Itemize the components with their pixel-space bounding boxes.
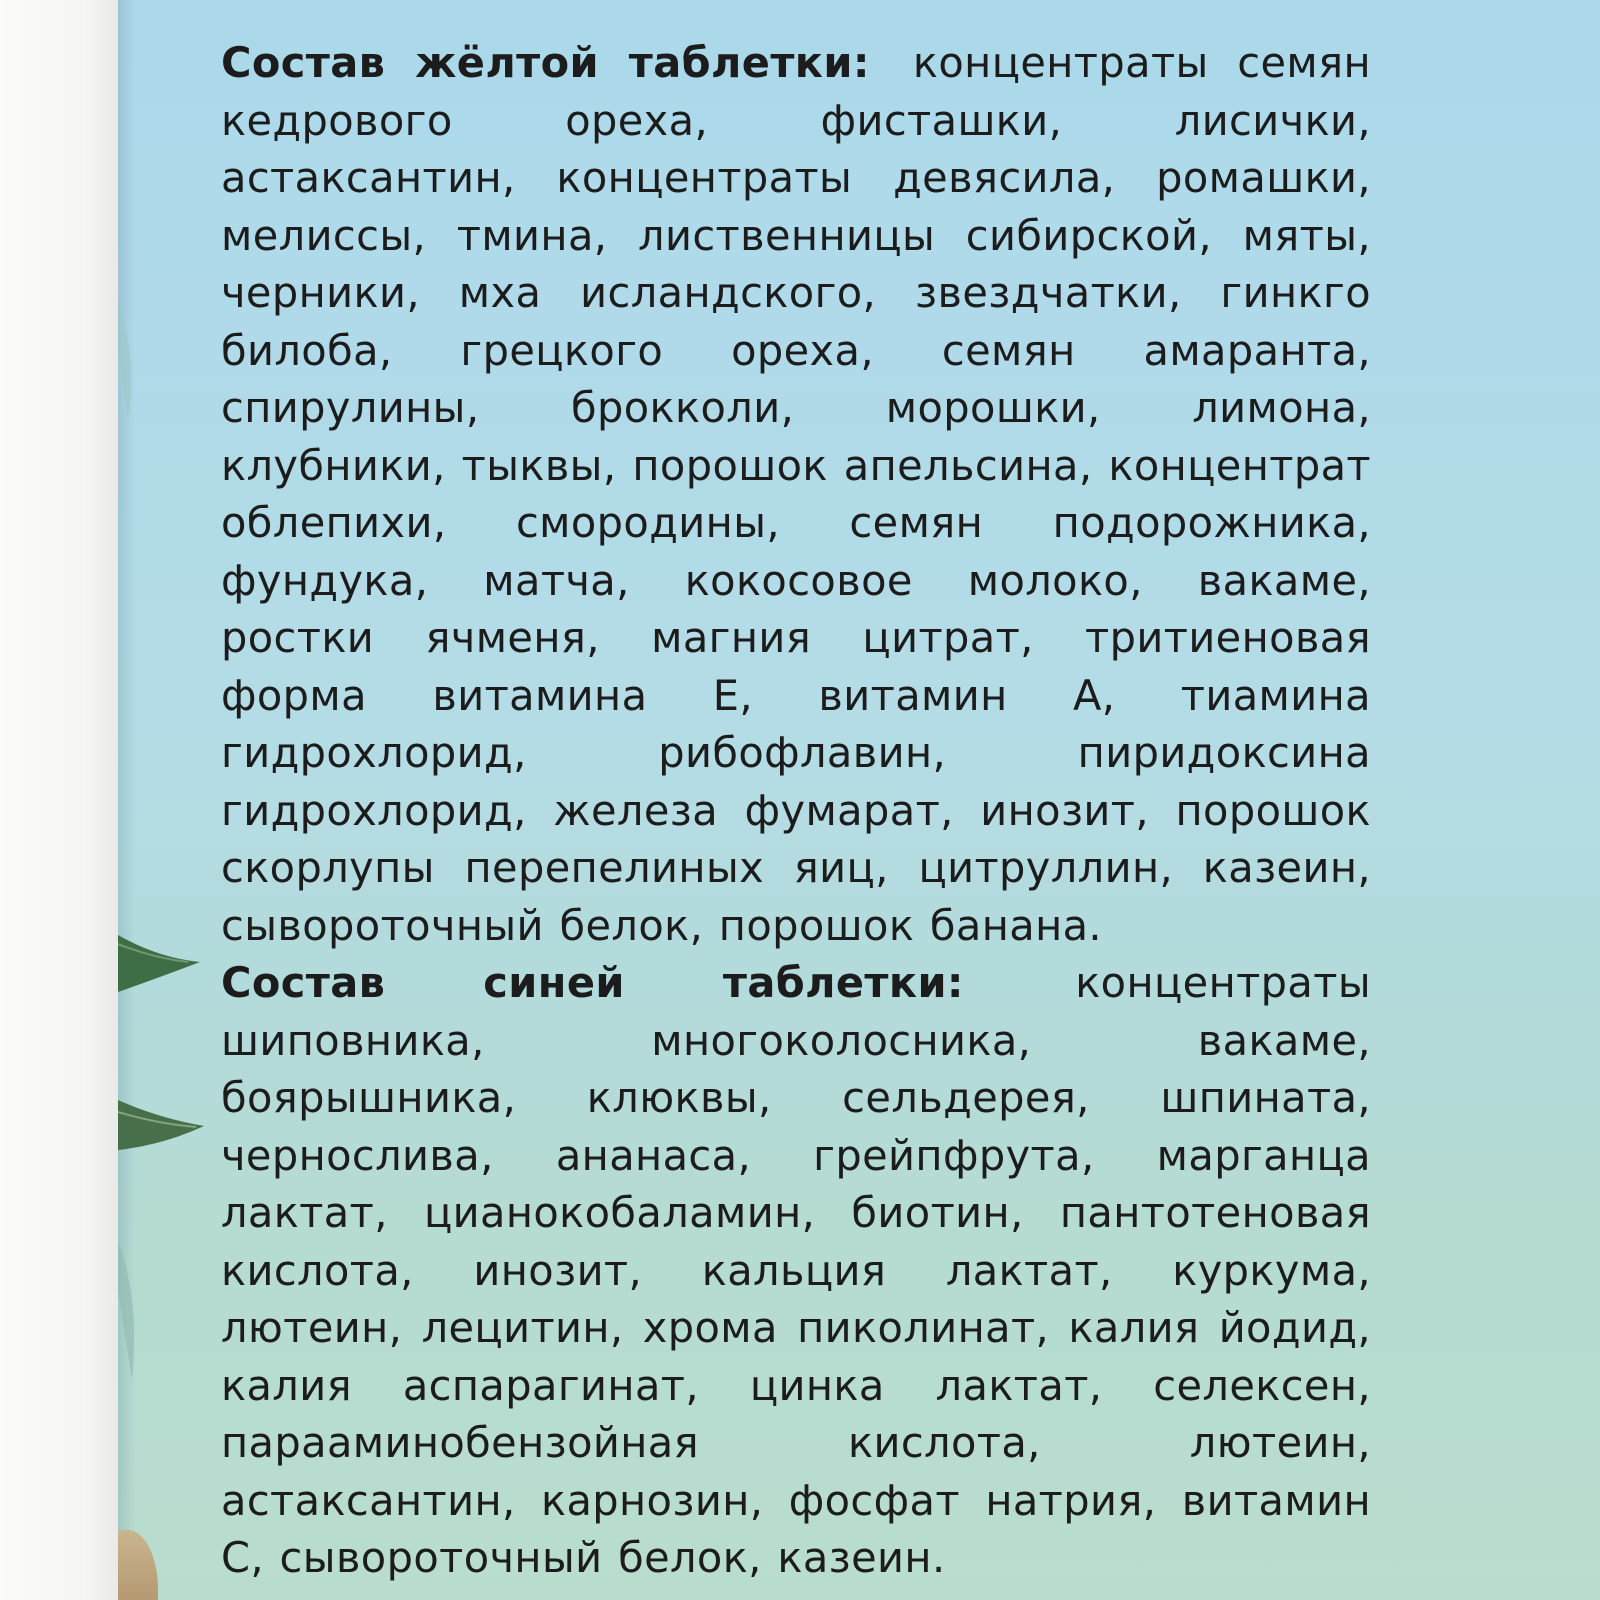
blue-tablet-paragraph xyxy=(221,954,1371,1587)
yellow-tablet-heading: Состав жёлтой таблетки: xyxy=(221,38,870,87)
yellow-tablet-ingredients: концентраты семян кедрового ореха, фисташки, лисички, астаксантин, концентраты девясила, ромашки, мелиссы, тмина, лиственницы сибирской, мяты, черники, мха исландского, звездчатки, гинкго билоба, грецкого ореха, семян амаранта, спирулины, брокколи, морошки, лимона, клубники, тыквы, порошок апельсина, концентрат облепихи, смородины, семян подорожника, фундука, матча, кокосовое молоко, вакаме, ростки ячменя, магния цитрат, тритиеновая форма витамина Е, витамин А, тиамина гидрохлорид, рибофлавин, пиридоксина гидрохлорид, железа фумарат, инозит, порошок скорлупы перепелиных яиц, цитруллин, казеин, сывороточный белок, порошок банана. xyxy=(221,38,1371,950)
package-edge xyxy=(118,0,136,1600)
blue-tablet-heading: Состав синей таблетки: xyxy=(221,958,964,1007)
blue-tablet-ingredients: концентраты шиповника, многоколосника, вакаме, боярышника, клюквы, сельдерея, шпината, чернослива, ананаса, грейпфрута, марганца лактат, цианокобаламин, биотин, пантотеновая кислота, инозит, кальция лактат, куркума, лютеин, лецитин, хрома пиколинат, калия йодид, калия аспарагинат, цинка лактат, селексен, парааминобензойная кислота, лютеин, астаксантин, карнозин, фосфат натрия, витамин С, сывороточный белок, казеин. xyxy=(221,958,1371,1582)
background-surface xyxy=(0,0,118,1600)
yellow-tablet-paragraph xyxy=(221,34,1371,954)
ingredients-text xyxy=(221,34,1371,1587)
